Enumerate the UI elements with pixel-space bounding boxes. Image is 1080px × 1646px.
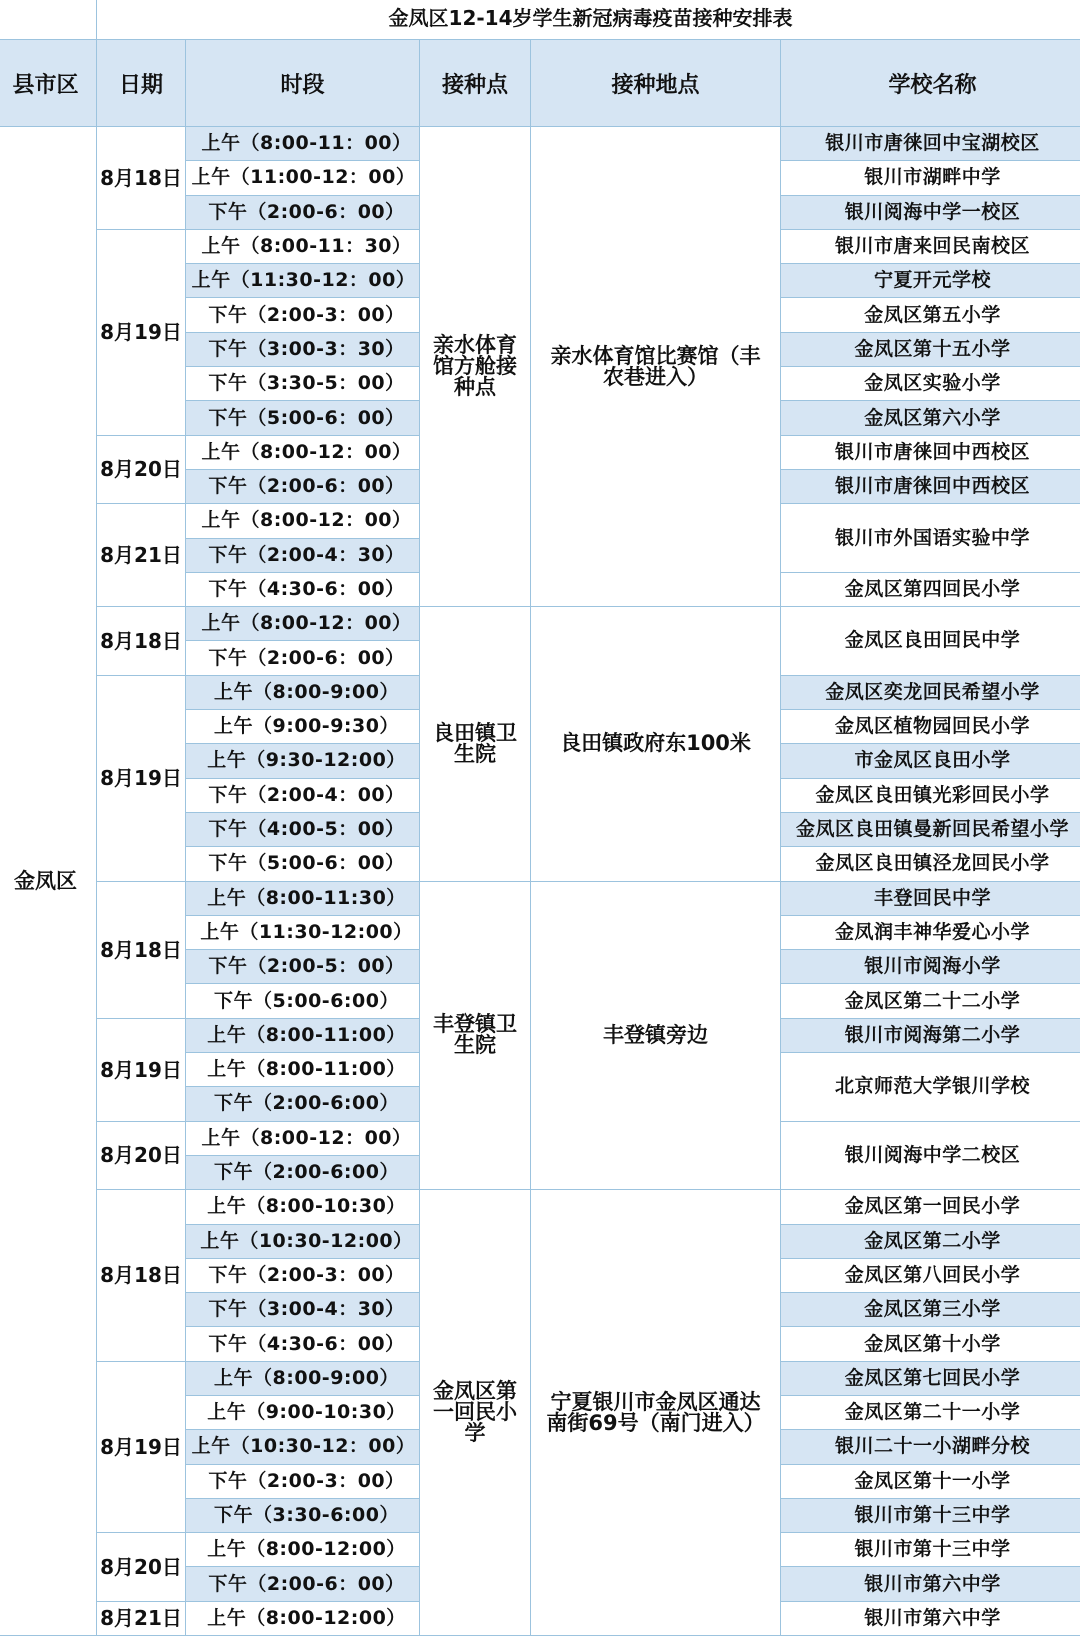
date-cell: 8月18日 <box>97 607 186 676</box>
school-name-cell: 北京师范大学银川学校 <box>781 1053 1080 1122</box>
time-slot-cell: 下午（2:00-5：00） <box>186 950 420 984</box>
table-row <box>0 127 1080 161</box>
vaccination-location-cell: 宁夏银川市金凤区通达南街69号（南门进入） <box>531 1190 781 1636</box>
time-slot-cell: 上午（9:30-12:00） <box>186 744 420 778</box>
header-time-slot: 时段 <box>186 40 420 127</box>
school-name-cell: 金凤区良田回民中学 <box>781 607 1080 676</box>
school-name-cell: 金凤区第八回民小学 <box>781 1258 1080 1292</box>
time-slot-cell: 上午（10:30-12：00） <box>186 1430 420 1464</box>
date-cell: 8月21日 <box>97 1601 186 1635</box>
school-name-cell: 丰登回民中学 <box>781 881 1080 915</box>
school-name-cell: 金凤区第五小学 <box>781 298 1080 332</box>
header-row <box>0 40 1080 127</box>
time-slot-cell: 上午（8:00-11:00） <box>186 1053 420 1087</box>
school-name-cell: 银川市阅海第二小学 <box>781 1018 1080 1052</box>
school-name-cell: 银川阅海中学二校区 <box>781 1121 1080 1190</box>
table-row <box>0 881 1080 915</box>
date-cell: 8月20日 <box>97 435 186 504</box>
school-name-cell: 银川市第十三中学 <box>781 1498 1080 1532</box>
school-name-cell: 金凤区第二十二小学 <box>781 984 1080 1018</box>
school-name-cell: 金凤区实验小学 <box>781 367 1080 401</box>
school-name-cell: 银川市唐徕回中宝湖校区 <box>781 127 1080 161</box>
vaccination-site-cell: 亲水体育馆方舱接种点 <box>420 127 531 607</box>
time-slot-cell: 下午（2:00-6：00） <box>186 1567 420 1601</box>
school-name-cell: 银川市唐徕回中西校区 <box>781 469 1080 503</box>
time-slot-cell: 上午（8:00-12:00） <box>186 1601 420 1635</box>
school-name-cell: 金凤区第十一小学 <box>781 1464 1080 1498</box>
time-slot-cell: 上午（8:00-9:00） <box>186 675 420 709</box>
time-slot-cell: 上午（11:00-12：00） <box>186 161 420 195</box>
time-slot-cell: 下午（2:00-3：00） <box>186 1258 420 1292</box>
date-cell: 8月18日 <box>97 127 186 230</box>
time-slot-cell: 上午（9:00-10:30） <box>186 1395 420 1429</box>
time-slot-cell: 上午（8:00-12：00） <box>186 435 420 469</box>
time-slot-cell: 上午（8:00-12:00） <box>186 1533 420 1567</box>
school-name-cell: 金凤区良田镇泾龙回民小学 <box>781 847 1080 881</box>
time-slot-cell: 上午（8:00-12：00） <box>186 504 420 538</box>
school-name-cell: 宁夏开元学校 <box>781 264 1080 298</box>
time-slot-cell: 下午（5:00-6：00） <box>186 847 420 881</box>
school-name-cell: 银川市阅海小学 <box>781 950 1080 984</box>
time-slot-cell: 下午（2:00-4：00） <box>186 778 420 812</box>
school-name-cell: 银川市唐徕回中西校区 <box>781 435 1080 469</box>
time-slot-cell: 下午（2:00-6:00） <box>186 1087 420 1121</box>
school-name-cell: 市金凤区良田小学 <box>781 744 1080 778</box>
school-name-cell: 金凤区第二十一小学 <box>781 1395 1080 1429</box>
school-name-cell: 金凤润丰神华爱心小学 <box>781 915 1080 949</box>
school-name-cell: 银川市外国语实验中学 <box>781 504 1080 573</box>
school-name-cell: 银川市湖畔中学 <box>781 161 1080 195</box>
school-name-cell: 金凤区第十小学 <box>781 1327 1080 1361</box>
time-slot-cell: 上午（8:00-11：00） <box>186 127 420 161</box>
vaccination-site-cell: 金凤区第一回民小学 <box>420 1190 531 1636</box>
school-name-cell: 金凤区第六小学 <box>781 401 1080 435</box>
time-slot-cell: 上午（11:30-12：00） <box>186 264 420 298</box>
time-slot-cell: 下午（3:30-6:00） <box>186 1498 420 1532</box>
school-name-cell: 金凤区植物园回民小学 <box>781 710 1080 744</box>
date-cell: 8月21日 <box>97 504 186 607</box>
header-date: 日期 <box>97 40 186 127</box>
time-slot-cell: 下午（2:00-6：00） <box>186 641 420 675</box>
time-slot-cell: 下午（3:30-5：00） <box>186 367 420 401</box>
title-row <box>0 0 1080 40</box>
school-name-cell: 银川市第十三中学 <box>781 1533 1080 1567</box>
school-name-cell: 银川阅海中学一校区 <box>781 195 1080 229</box>
table-title: 金凤区12-14岁学生新冠病毒疫苗接种安排表 <box>97 0 1080 40</box>
time-slot-cell: 下午（4:30-6：00） <box>186 572 420 606</box>
date-cell: 8月18日 <box>97 1190 186 1361</box>
school-name-cell: 银川市第六中学 <box>781 1567 1080 1601</box>
title-corner-cell <box>0 0 97 40</box>
vaccination-location-cell: 良田镇政府东100米 <box>531 607 781 881</box>
header-district: 县市区 <box>0 40 97 127</box>
vaccination-location-cell: 亲水体育馆比赛馆（丰农巷进入） <box>531 127 781 607</box>
date-cell: 8月18日 <box>97 881 186 1018</box>
time-slot-cell: 上午（8:00-9:00） <box>186 1361 420 1395</box>
time-slot-cell: 上午（8:00-10:30） <box>186 1190 420 1224</box>
time-slot-cell: 上午（8:00-12：00） <box>186 607 420 641</box>
school-name-cell: 金凤区第七回民小学 <box>781 1361 1080 1395</box>
date-cell: 8月19日 <box>97 229 186 435</box>
school-name-cell: 银川市第六中学 <box>781 1601 1080 1635</box>
school-name-cell: 金凤区良田镇曼新回民希望小学 <box>781 812 1080 846</box>
school-name-cell: 金凤区第四回民小学 <box>781 572 1080 606</box>
header-location: 接种地点 <box>531 40 781 127</box>
time-slot-cell: 下午（4:00-5：00） <box>186 812 420 846</box>
header-site: 接种点 <box>420 40 531 127</box>
time-slot-cell: 上午（8:00-11:00） <box>186 1018 420 1052</box>
time-slot-cell: 上午（8:00-12：00） <box>186 1121 420 1155</box>
vaccination-site-cell: 良田镇卫生院 <box>420 607 531 881</box>
time-slot-cell: 下午（4:30-6：00） <box>186 1327 420 1361</box>
table-row <box>0 1190 1080 1224</box>
time-slot-cell: 下午（2:00-6：00） <box>186 195 420 229</box>
time-slot-cell: 下午（2:00-6：00） <box>186 469 420 503</box>
school-name-cell: 金凤区第二小学 <box>781 1224 1080 1258</box>
vaccination-location-cell: 丰登镇旁边 <box>531 881 781 1190</box>
table-row <box>0 607 1080 641</box>
time-slot-cell: 下午（5:00-6：00） <box>186 401 420 435</box>
school-name-cell: 金凤区第三小学 <box>781 1293 1080 1327</box>
time-slot-cell: 下午（3:00-3：30） <box>186 332 420 366</box>
time-slot-cell: 下午（5:00-6:00） <box>186 984 420 1018</box>
school-name-cell: 金凤区第一回民小学 <box>781 1190 1080 1224</box>
date-cell: 8月19日 <box>97 675 186 881</box>
date-cell: 8月20日 <box>97 1533 186 1602</box>
date-cell: 8月19日 <box>97 1018 186 1121</box>
header-school: 学校名称 <box>781 40 1080 127</box>
school-name-cell: 金凤区奕龙回民希望小学 <box>781 675 1080 709</box>
time-slot-cell: 上午（9:00-9:30） <box>186 710 420 744</box>
date-cell: 8月19日 <box>97 1361 186 1532</box>
time-slot-cell: 下午（2:00-3：00） <box>186 1464 420 1498</box>
time-slot-cell: 下午（2:00-4：30） <box>186 538 420 572</box>
school-name-cell: 金凤区第十五小学 <box>781 332 1080 366</box>
school-name-cell: 金凤区良田镇光彩回民小学 <box>781 778 1080 812</box>
time-slot-cell: 上午（8:00-11：30） <box>186 229 420 263</box>
vaccination-site-cell: 丰登镇卫生院 <box>420 881 531 1190</box>
school-name-cell: 银川市唐来回民南校区 <box>781 229 1080 263</box>
time-slot-cell: 下午（2:00-6:00） <box>186 1155 420 1189</box>
time-slot-cell: 上午（11:30-12:00） <box>186 915 420 949</box>
time-slot-cell: 下午（3:00-4：30） <box>186 1293 420 1327</box>
school-name-cell: 银川二十一小湖畔分校 <box>781 1430 1080 1464</box>
district-cell: 金凤区 <box>0 127 97 1636</box>
time-slot-cell: 下午（2:00-3：00） <box>186 298 420 332</box>
time-slot-cell: 上午（8:00-11:30） <box>186 881 420 915</box>
date-cell: 8月20日 <box>97 1121 186 1190</box>
time-slot-cell: 上午（10:30-12:00） <box>186 1224 420 1258</box>
